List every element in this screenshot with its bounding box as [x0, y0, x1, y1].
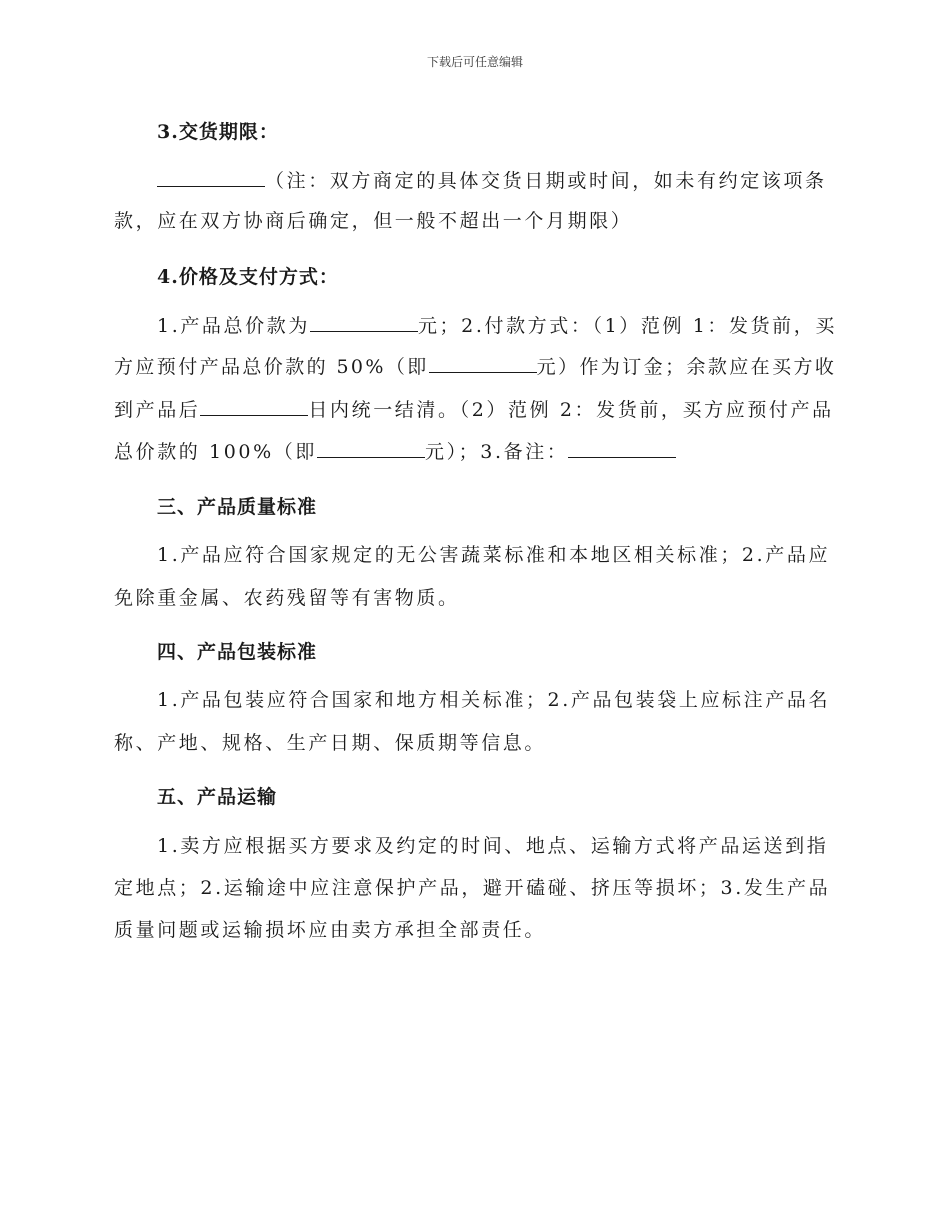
price-text-2b: 元）作为订金；余款应在买方收: [536, 356, 837, 378]
price-text-4a: 总价款的 100%（即: [114, 441, 317, 463]
total-price-blank[interactable]: [310, 313, 418, 332]
transport-line-1: 1.卖方应根据买方要求及约定的时间、地点、运输方式将产品运送到指: [157, 835, 829, 857]
price-text-2a: 方应预付产品总价款的 50%（即: [114, 356, 429, 378]
page-header: 下载后可任意编辑: [426, 55, 523, 69]
packaging-line-1: 1.产品包装应符合国家和地方相关标准；2.产品包装袋上应标注产品名: [157, 689, 831, 711]
delivery-date-blank[interactable]: [157, 168, 265, 187]
delivery-line-1: [157, 168, 827, 193]
price-text-1a: 1.产品总价款为: [157, 315, 310, 337]
transport-line-3: 质量问题或运输损坏应由卖方承担全部责任。: [114, 919, 547, 941]
deposit-amount-blank[interactable]: [429, 354, 537, 373]
delivery-heading: 3.交货期限：: [157, 121, 279, 143]
delivery-line-2: 款，应在双方协商后确定，但一般不超出一个月期限）: [114, 210, 633, 232]
price-line-2: [114, 354, 836, 379]
delivery-text-1: （注：双方商定的具体交货日期或时间，如未有约定该项条: [265, 170, 827, 192]
quality-line-2: 免除重金属、农药残留等有害物质。: [114, 587, 460, 609]
packaging-heading: 四、产品包装标准: [157, 641, 318, 663]
price-line-1: [157, 313, 837, 338]
price-line-3: [114, 397, 834, 422]
price-text-4b: 元）；3.备注：: [424, 441, 569, 463]
price-text-3a: 到产品后: [114, 399, 201, 421]
price-text-1b: 元；2.付款方式：（1）范例 1：发货前，买: [417, 315, 837, 337]
transport-heading: 五、产品运输: [157, 786, 278, 808]
packaging-line-2: 称、产地、规格、生产日期、保质期等信息。: [114, 732, 547, 754]
price-line-4: [114, 439, 676, 464]
settlement-days-blank[interactable]: [200, 397, 308, 416]
price-text-3b: 日内统一结清。（2）范例 2：发货前，买方应预付产品: [308, 399, 834, 421]
quality-heading: 三、产品质量标准: [157, 496, 318, 518]
transport-line-2: 定地点；2.运输途中应注意保护产品，避开磕碰、挤压等损坏；3.发生产品: [114, 877, 831, 899]
price-heading: 4.价格及支付方式：: [157, 266, 339, 288]
quality-line-1: 1.产品应符合国家规定的无公害蔬菜标准和本地区相关标准；2.产品应: [157, 544, 831, 566]
full-payment-blank[interactable]: [317, 439, 425, 458]
remarks-blank[interactable]: [568, 439, 676, 458]
